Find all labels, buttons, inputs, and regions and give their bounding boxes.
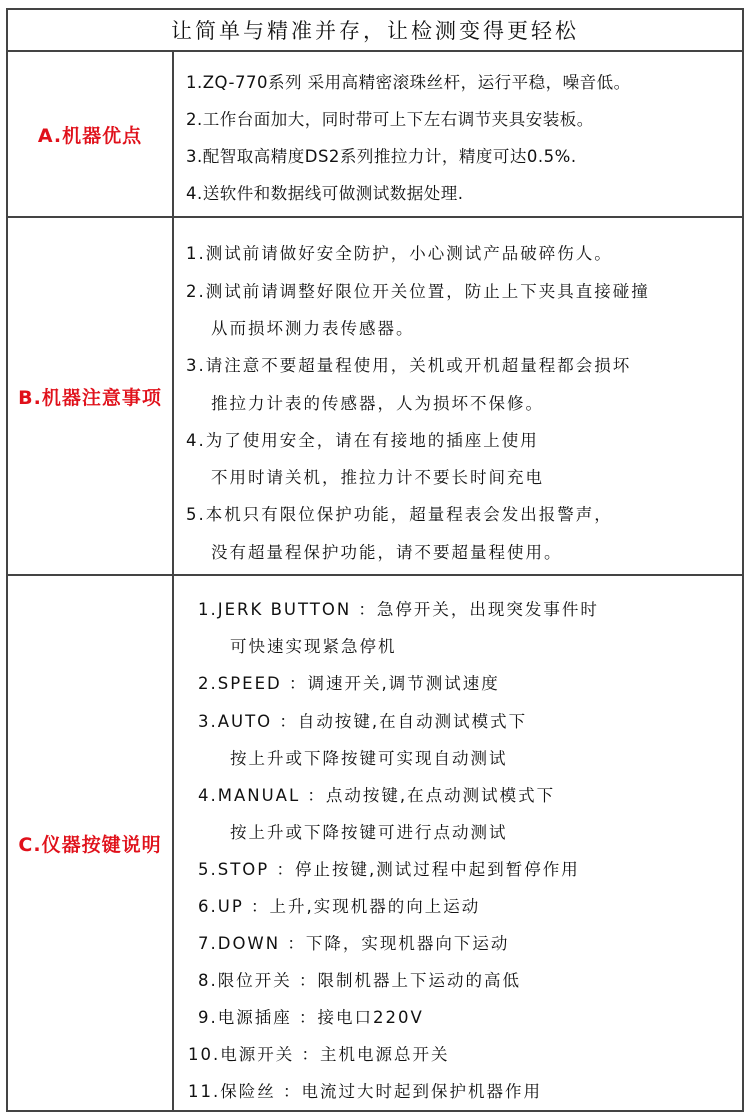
- list-item: 11.保险丝 ：电流过大时起到保护机器作用: [188, 1082, 542, 1101]
- list-item: 2.工作台面加大，同时带可上下左右调节夹具安装板。: [186, 110, 594, 129]
- list-item: 2.SPEED ：调速开关,调节测试速度: [198, 674, 500, 693]
- list-item: 1.ZQ-770系列 采用高精密滚珠丝杆，运行平稳，噪音低。: [186, 73, 631, 92]
- list-item: 7.DOWN ：下降，实现机器向下运动: [198, 934, 510, 953]
- list-item-continuation: 推拉力计表的传感器，人为损坏不保修。: [211, 394, 544, 413]
- list-item-continuation: 没有超量程保护功能，请不要超量程使用。: [211, 543, 563, 562]
- list-item-continuation: 不用时请关机，推拉力计不要长时间充电: [211, 468, 544, 487]
- list-item-continuation: 可快速实现紧急停机: [230, 637, 397, 656]
- list-item: 4.送软件和数据线可做测试数据处理.: [186, 184, 464, 203]
- section-content-buttons: [174, 576, 742, 1110]
- list-item: 5.STOP ：停止按键,测试过程中起到暂停作用: [198, 860, 580, 879]
- section-label-text: C.仪器按键说明: [18, 833, 162, 856]
- list-item: 6.UP ：上升,实现机器的向上运动: [198, 897, 481, 916]
- spec-table: [6, 8, 744, 1112]
- section-label-advantages: [8, 52, 174, 216]
- section-buttons: [8, 576, 742, 1110]
- list-item: 4.为了使用安全，请在有接地的插座上使用: [186, 431, 539, 450]
- section-label-text: B.机器注意事项: [18, 386, 162, 409]
- section-content-advantages: [174, 52, 742, 216]
- list-item: 8.限位开关 ：限制机器上下运动的高低: [198, 971, 521, 990]
- list-item: 2.测试前请调整好限位开关位置，防止上下夹具直接碰撞: [186, 282, 650, 301]
- list-item: 10.电源开关 ：主机电源总开关: [188, 1045, 450, 1064]
- section-advantages: [8, 52, 742, 218]
- section-label-buttons: [8, 576, 174, 1110]
- section-label-precautions: [8, 218, 174, 574]
- list-item: 9.电源插座 ：接电口220V: [198, 1008, 424, 1027]
- list-item-continuation: 按上升或下降按键可实现自动测试: [230, 749, 508, 768]
- list-item: 1.测试前请做好安全防护，小心测试产品破碎伤人。: [186, 244, 613, 263]
- list-item-continuation: 从而损坏测力表传感器。: [211, 319, 415, 338]
- list-item: 3.请注意不要超量程使用，关机或开机超量程都会损坏: [186, 356, 632, 375]
- list-item: 3.配智取高精度DS2系列推拉力计，精度可达0.5%.: [186, 147, 577, 166]
- section-content-precautions: [174, 218, 742, 574]
- section-label-text: A.机器优点: [37, 124, 143, 147]
- list-item-continuation: 按上升或下降按键可进行点动测试: [230, 823, 508, 842]
- section-precautions: [8, 218, 742, 576]
- table-header: [8, 10, 742, 52]
- header-title: 让简单与精准并存，让检测变得更轻松: [171, 19, 579, 43]
- list-item: 1.JERK BUTTON ：急停开关，出现突发事件时: [198, 600, 599, 619]
- list-item: 5.本机只有限位保护功能，超量程表会发出报警声，: [186, 505, 613, 524]
- list-item: 3.AUTO ：自动按键,在自动测试模式下: [198, 712, 528, 731]
- list-item: 4.MANUAL ：点动按键,在点动测试模式下: [198, 786, 556, 805]
